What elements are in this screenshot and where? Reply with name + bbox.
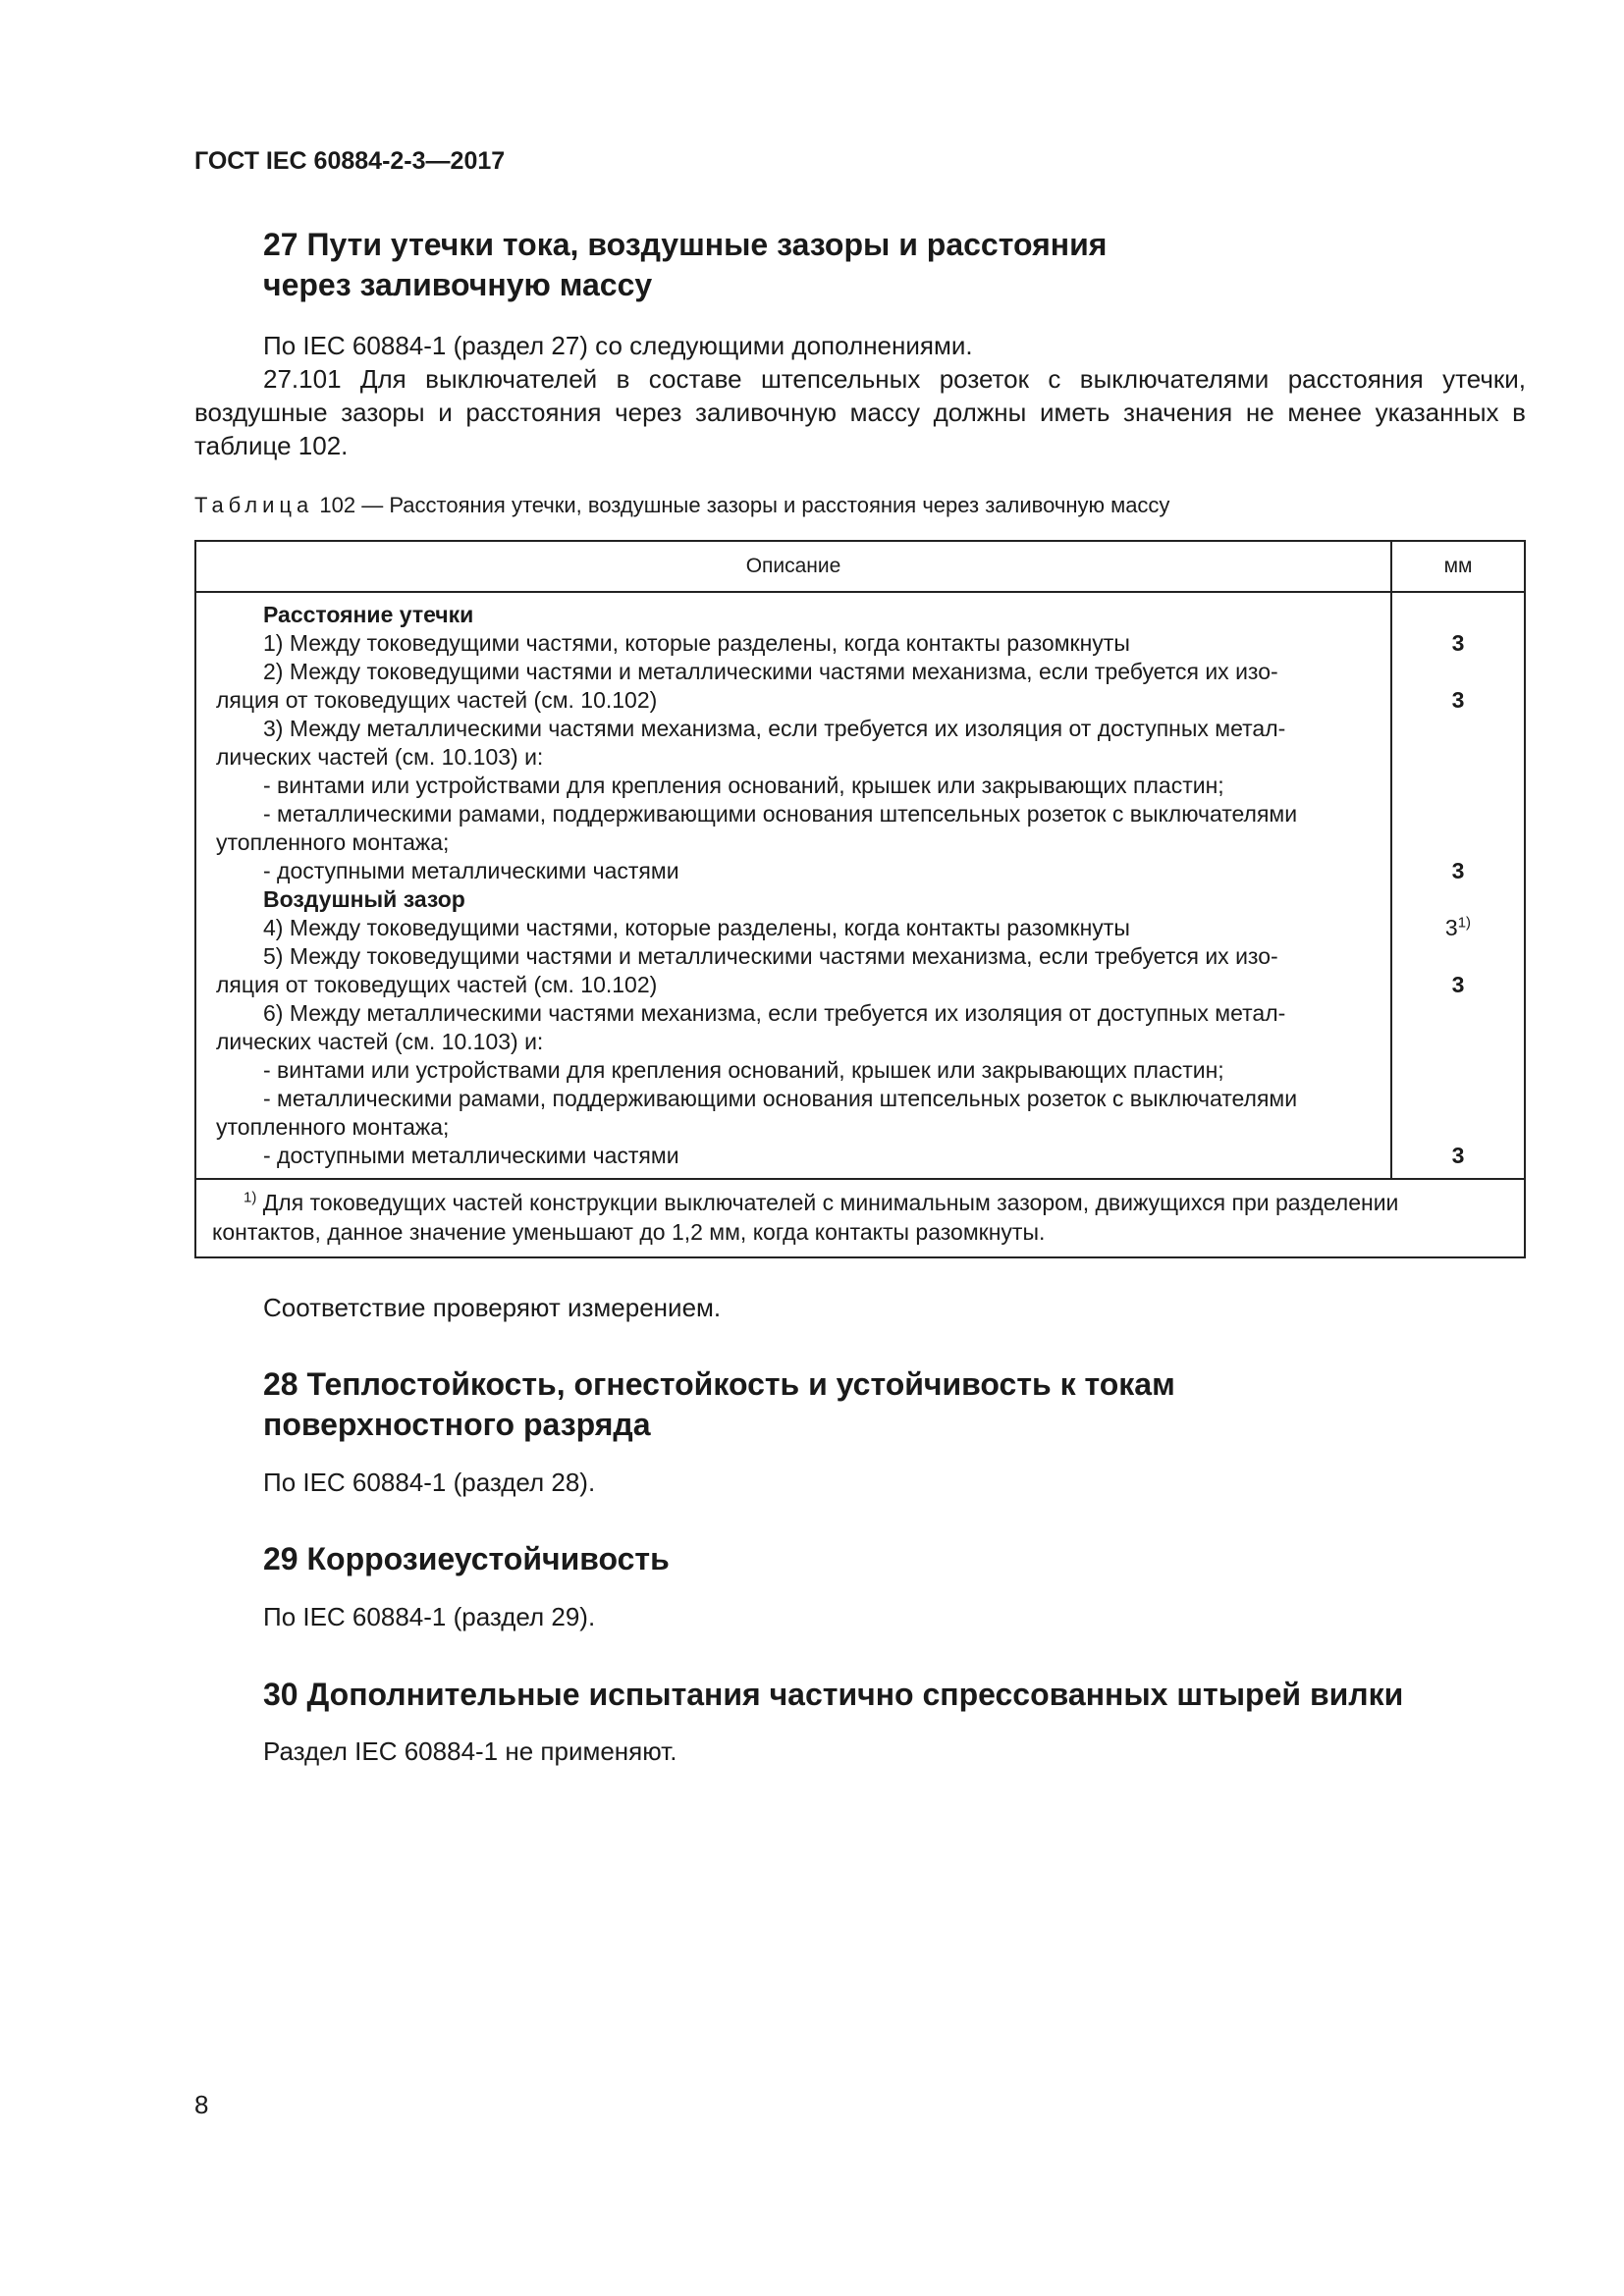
col-header-mm: мм <box>1443 555 1473 577</box>
mm-value <box>1392 828 1524 857</box>
section-27-title-line2: через заливочную массу <box>263 267 653 302</box>
table-row: - доступными металлическими частями <box>263 1143 679 1168</box>
table-row: ляция от токоведущих частей (см. 10.102) <box>216 687 658 713</box>
group-clearance: Воздушный зазор <box>263 886 465 912</box>
table-row: - винтами или устройствами для крепления оснований, крышек или закрывающих пластин; <box>263 773 1224 798</box>
mm-value <box>1392 1056 1524 1085</box>
table-row: лических частей (см. 10.103) и: <box>216 1029 544 1054</box>
compliance-note: Соответствие проверяют измерением. <box>263 1293 722 1322</box>
mm-value <box>1392 601 1524 629</box>
mm-value <box>1392 800 1524 828</box>
footnote-line2: контактов, данное значение уменьшают до 1,2 мм, когда контакты разомкнуты. <box>212 1219 1046 1245</box>
table-row: - доступными металлическими частями <box>263 858 679 883</box>
mm-value-with-footnote <box>1392 914 1524 942</box>
mm-value <box>1392 885 1524 914</box>
table-row: 2) Между токоведущими частями и металлическими частями механизма, если требуется их изо- <box>263 659 1278 684</box>
section-27-para2: 27.101 Для выключателей в составе штепсельных розеток с выключателями расстояния утечки, воздушные зазоры и расстояния через заливочную массу должны иметь значения не менее указанных в таблице 102. <box>194 364 1526 460</box>
section-29-para: По IEC 60884-1 (раздел 29). <box>263 1602 596 1631</box>
mm-value <box>1392 942 1524 971</box>
group-creepage: Расстояние утечки <box>263 602 474 627</box>
section-30-para: Раздел IEC 60884-1 не применяют. <box>263 1736 677 1766</box>
section-27-title <box>263 225 1107 305</box>
mm-value: 3 <box>1451 972 1465 997</box>
mm-value: 3 <box>1451 687 1465 713</box>
table-caption-text: 102 — Расстояния утечки, воздушные зазоры и расстояния через заливочную массу <box>319 493 1170 517</box>
table-row: 3) Между металлическими частями механизма, если требуется их изоляция от доступных метал- <box>263 716 1286 741</box>
mm-value: 3 <box>1444 915 1458 940</box>
table-header <box>196 542 1524 593</box>
section-28-title-line2: поверхностного разряда <box>263 1407 651 1442</box>
table-row: утопленного монтажа; <box>216 1114 450 1140</box>
table-row: лических частей (см. 10.103) и: <box>216 744 544 770</box>
table-caption-label: Таблица <box>194 493 314 517</box>
table-row: - металлическими рамами, поддерживающими основания штепсельных розеток с выключателями <box>263 801 1298 827</box>
section-28-title-line1: 28 Теплостойкость, огнестойкость и устойчивость к токам <box>263 1366 1175 1402</box>
page-number: 8 <box>194 2090 209 2119</box>
table-body <box>196 593 1524 1180</box>
section-28-para: По IEC 60884-1 (раздел 28). <box>263 1468 596 1497</box>
table-caption <box>194 491 1169 520</box>
section-27-title-line1: 27 Пути утечки тока, воздушные зазоры и расстояния <box>263 227 1108 262</box>
mm-value: 3 <box>1451 858 1465 883</box>
mm-value <box>1392 658 1524 686</box>
document-header: ГОСТ IEC 60884-2-3—2017 <box>194 147 506 175</box>
mm-value <box>1392 1028 1524 1056</box>
mm-value <box>1392 715 1524 743</box>
table-footnote <box>196 1180 1524 1256</box>
table-row: 6) Между металлическими частями механизма, если требуется их изоляция от доступных метал- <box>263 1000 1286 1026</box>
mm-value: 3 <box>1451 630 1465 656</box>
mm-value <box>1392 1085 1524 1113</box>
section-28-title <box>263 1364 1175 1445</box>
footnote-line1: $^{1)}$ Для токоведущих частей конструкции выключателей с минимальным зазором, движущихся при разделении <box>244 1189 1399 1215</box>
mm-value <box>1392 1113 1524 1142</box>
table-row: 1) Между токоведущими частями, которые разделены, когда контакты разомкнуты <box>263 630 1130 656</box>
mm-value <box>1392 999 1524 1028</box>
section-29-title: 29 Коррозиеустойчивость <box>263 1541 670 1576</box>
table-row: 4) Между токоведущими частями, которые разделены, когда контакты разомкнуты <box>263 915 1130 940</box>
table-row: ляция от токоведущих частей (см. 10.102) <box>216 972 658 997</box>
footnote-ref: 1) <box>1457 914 1472 932</box>
section-30-title: 30 Дополнительные испытания частично спрессованных штырей вилки <box>263 1677 1404 1712</box>
description-column <box>196 593 1392 1178</box>
table-row: - металлическими рамами, поддерживающими основания штепсельных розеток с выключателями <box>263 1086 1298 1111</box>
table-row: утопленного монтажа; <box>216 829 450 855</box>
table-102 <box>194 540 1526 1258</box>
mm-value: 3 <box>1451 1143 1465 1168</box>
section-27-para1: По IEC 60884-1 (раздел 27) со следующими дополнениями. <box>263 331 973 360</box>
table-row: - винтами или устройствами для крепления оснований, крышек или закрывающих пластин; <box>263 1057 1224 1083</box>
mm-column <box>1392 593 1524 1178</box>
mm-value <box>1392 743 1524 772</box>
col-header-description: Описание <box>196 542 1392 591</box>
table-row: 5) Между токоведущими частями и металлическими частями механизма, если требуется их изо- <box>263 943 1278 969</box>
footnote-mark: 1) <box>244 1189 257 1206</box>
mm-value <box>1392 772 1524 800</box>
